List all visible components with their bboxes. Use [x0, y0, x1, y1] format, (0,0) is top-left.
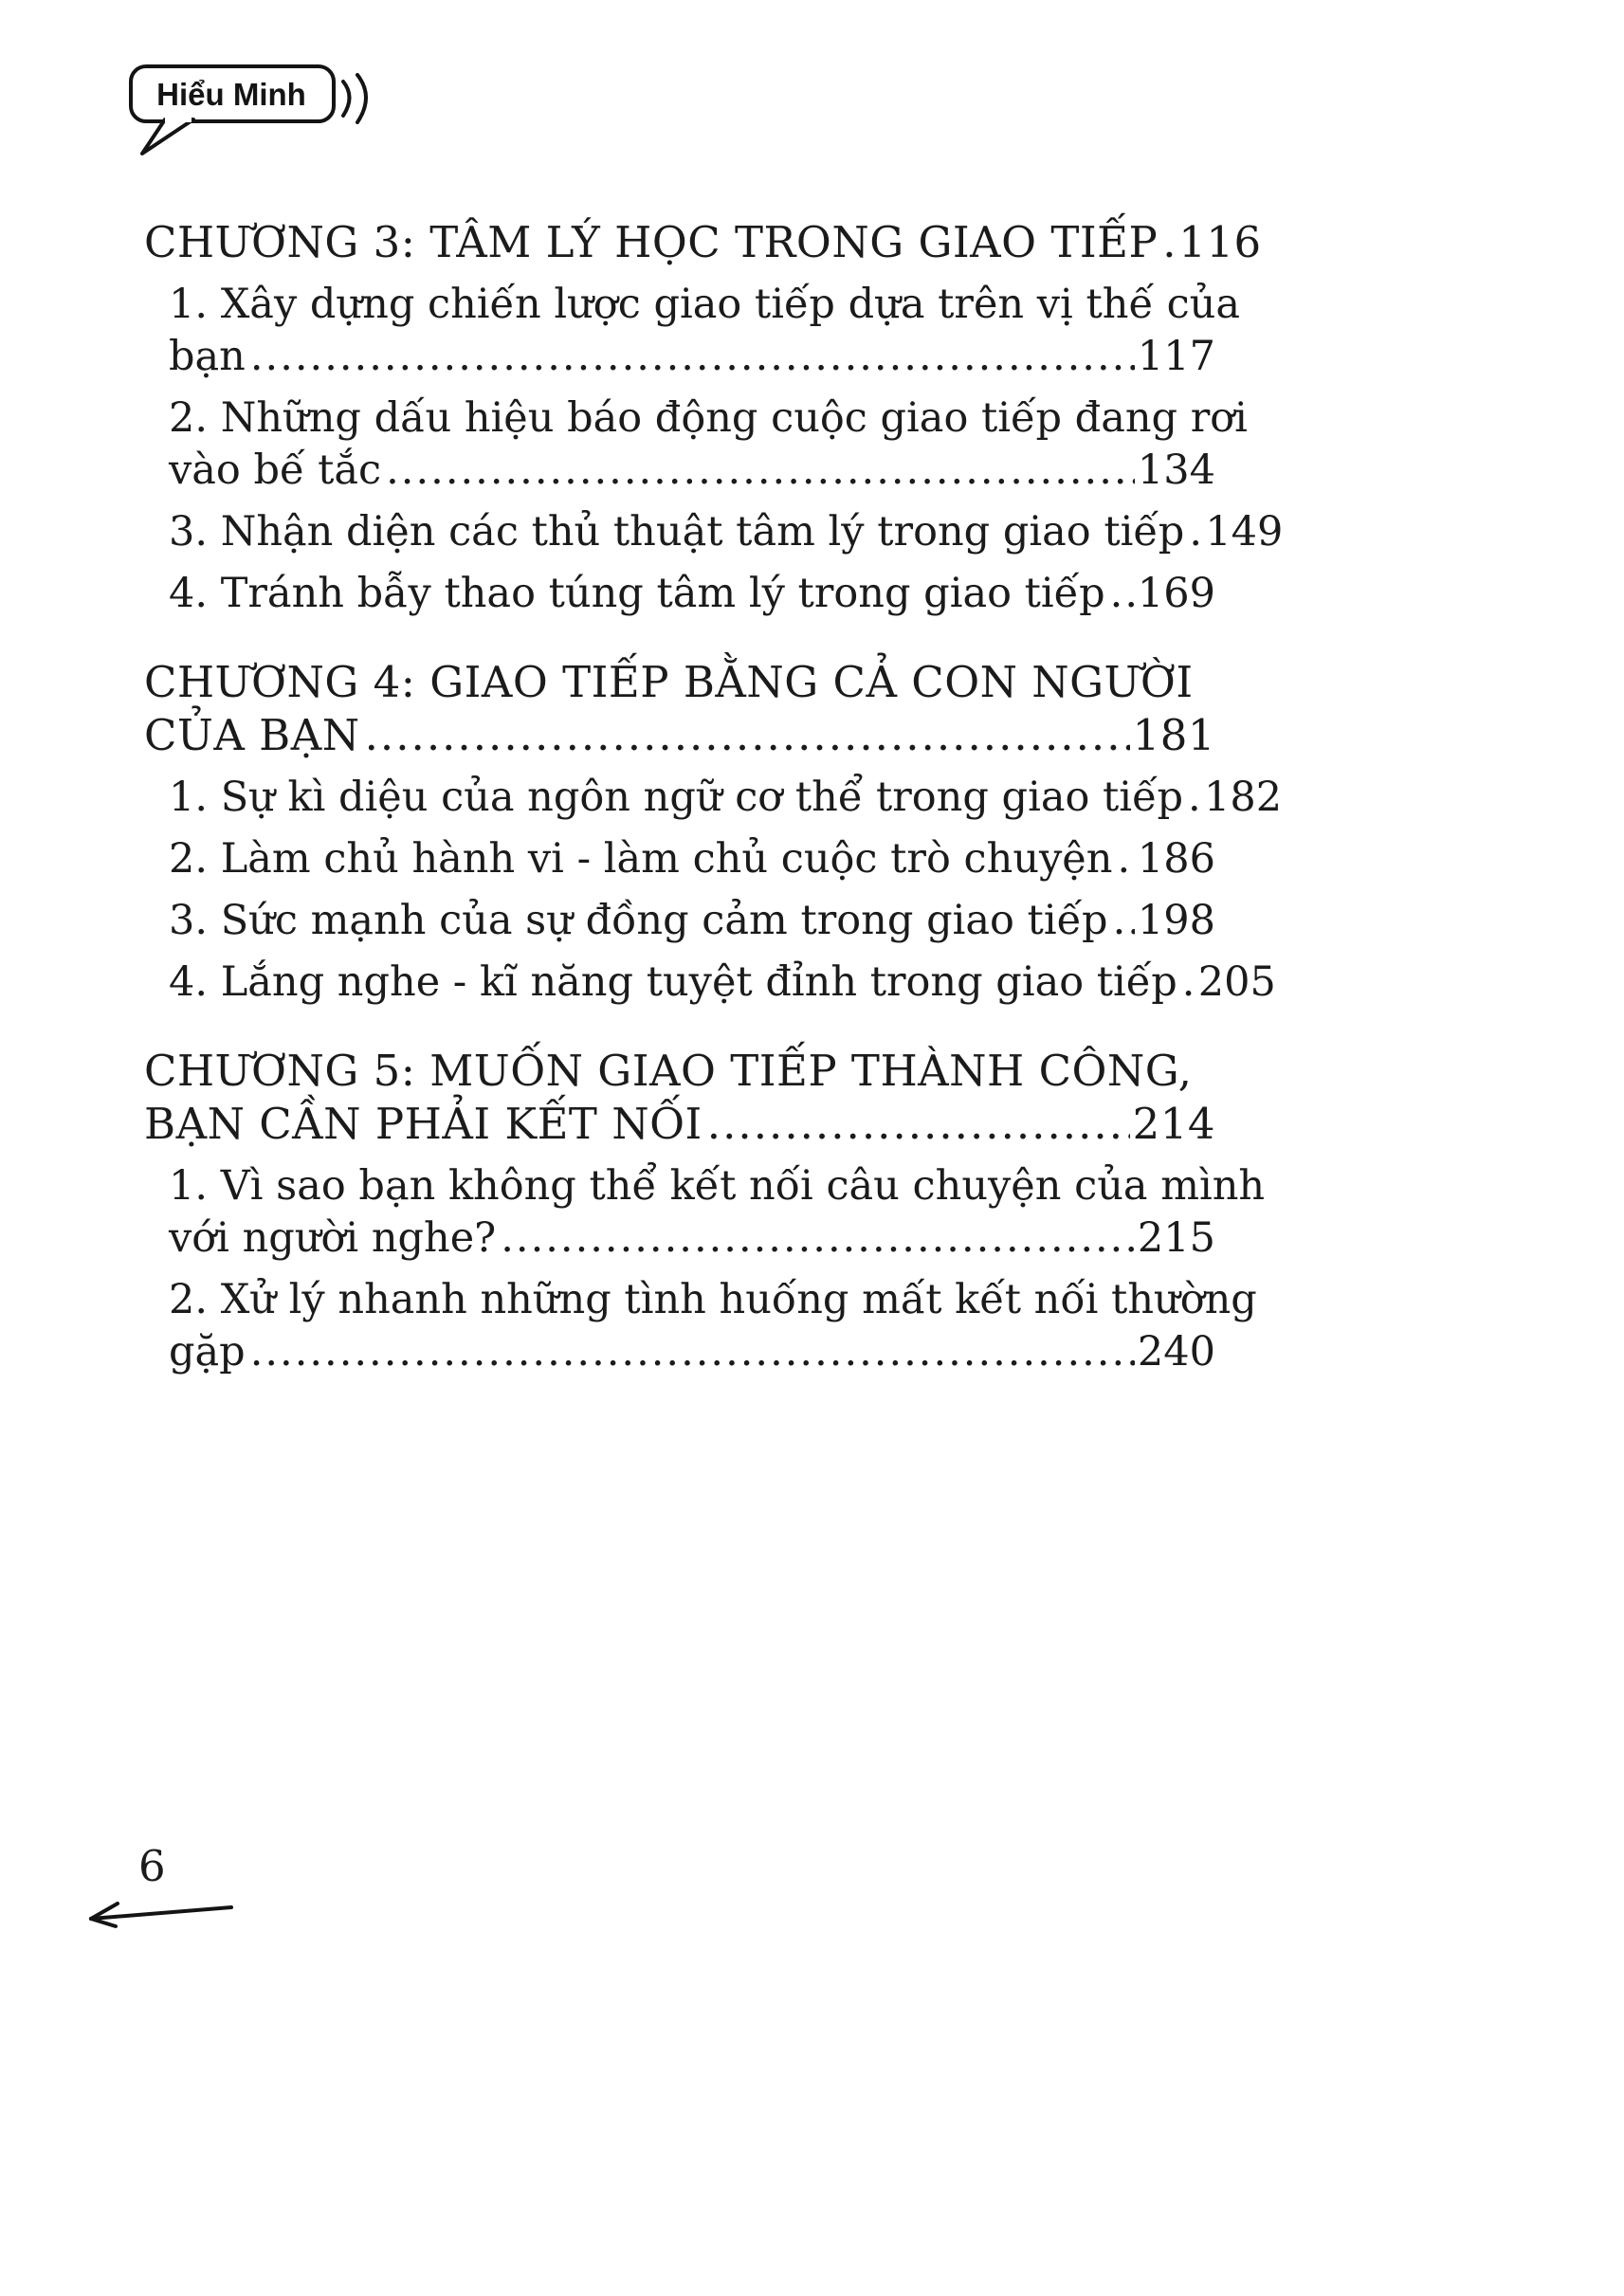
dot-leader: [1113, 895, 1135, 947]
toc-entry: [144, 568, 1215, 620]
toc: [144, 216, 1284, 1378]
toc-entry-line: [169, 506, 1284, 558]
toc-entry: [144, 833, 1215, 885]
left-arrow-icon: [78, 1894, 239, 1938]
toc-line-text: CHƯƠNG 5: MUỐN GIAO TIẾP THÀNH CÔNG,: [144, 1046, 1193, 1096]
toc-page-number: 214: [1132, 1099, 1215, 1149]
toc-page-number: 205: [1197, 958, 1276, 1006]
toc-line-text: 3. Sức mạnh của sự đồng cảm trong giao tiếp: [169, 897, 1108, 944]
dot-leader: [250, 331, 1135, 383]
toc-line-text: bạn: [169, 333, 246, 380]
toc-line-text: 1. Xây dựng chiến lược giao tiếp dựa trên vị thế của: [169, 281, 1240, 328]
toc-entry: [144, 279, 1240, 383]
toc-entry-line: [169, 1160, 1266, 1212]
toc-line-text: 1. Vì sao bạn không thể kết nối câu chuyện của mình: [169, 1162, 1266, 1210]
toc-entry-line: [169, 833, 1215, 885]
toc-chapter-heading-line: [144, 216, 1262, 269]
toc-chapter-heading-line: [144, 1098, 1215, 1151]
toc-entry: [144, 392, 1248, 497]
toc-line-text: gặp: [169, 1328, 246, 1376]
dot-leader: [1110, 568, 1135, 620]
toc-line-text: 3. Nhận diện các thủ thuật tâm lý trong giao tiếp: [169, 508, 1185, 556]
toc-line-text: 4. Lắng nghe - kĩ năng tuyệt đỉnh trong giao tiếp: [169, 958, 1177, 1006]
toc-line-text: CHƯƠNG 3: TÂM LÝ HỌC TRONG GIAO TIẾP: [144, 217, 1159, 267]
toc-line-text: 2. Những dấu hiệu báo động cuộc giao tiếp đang rơi: [169, 394, 1248, 442]
toc-entry-line: [169, 392, 1248, 445]
toc-section: [144, 656, 1283, 1009]
toc-line-text: với người nghe?: [169, 1214, 497, 1262]
toc-line-text: CỦA BẠN: [144, 710, 360, 760]
toc-line-text: BẠN CẦN PHẢI KẾT NỐI: [144, 1099, 703, 1149]
toc-entry: [144, 895, 1215, 947]
dot-leader: [1189, 506, 1202, 558]
toc-chapter-heading-line: [144, 656, 1215, 709]
dot-leader: [386, 445, 1135, 497]
dot-leader: [365, 709, 1130, 762]
publisher-logo: [123, 59, 398, 171]
toc-entry-line: [169, 772, 1283, 824]
logo-text: Hiểu Minh: [156, 77, 306, 112]
toc-line-text: 2. Làm chủ hành vi - làm chủ cuộc trò chuyện: [169, 835, 1113, 883]
toc-line-text: 1. Sự kì diệu của ngôn ngữ cơ thể trong giao tiếp: [169, 774, 1184, 821]
toc-entry-line: [169, 445, 1215, 497]
toc-entry: [144, 957, 1276, 1009]
toc-chapter-heading-line: [144, 1045, 1215, 1098]
toc-page-number: 169: [1137, 570, 1215, 617]
toc-entry-line: [169, 568, 1215, 620]
toc-line-text: 2. Xử lý nhanh những tình huống mất kết nối thường: [169, 1276, 1257, 1323]
toc-page-number: 186: [1137, 835, 1215, 883]
toc-page-number: 117: [1137, 333, 1215, 380]
dot-leader: [1162, 216, 1176, 269]
dot-leader: [501, 1212, 1135, 1265]
toc-page-number: 149: [1205, 508, 1284, 556]
toc-page-number: 116: [1178, 217, 1262, 267]
toc-entry-line: [169, 1212, 1215, 1265]
dot-leader: [250, 1326, 1135, 1378]
toc-page-number: 134: [1137, 446, 1215, 494]
toc-chapter-heading-line: [144, 709, 1215, 762]
toc-section: [144, 1045, 1266, 1378]
toc-page-number: 215: [1137, 1214, 1215, 1262]
toc-line-text: CHƯƠNG 4: GIAO TIẾP BẰNG CẢ CON NGƯỜI: [144, 657, 1194, 707]
toc-entry: [144, 1160, 1266, 1265]
toc-entry: [144, 506, 1284, 558]
footer-page-number: 6: [138, 1841, 166, 1891]
dot-leader: [1182, 957, 1195, 1009]
toc-entry-line: [169, 1326, 1215, 1378]
dot-leader: [707, 1098, 1130, 1151]
dot-leader: [1117, 833, 1134, 885]
toc-page-number: 181: [1132, 710, 1215, 760]
toc-entry-line: [169, 279, 1240, 331]
toc-entry: [144, 772, 1283, 824]
toc-entry-line: [169, 957, 1276, 1009]
toc-entry-line: [169, 895, 1215, 947]
toc-page-number: 240: [1137, 1328, 1215, 1376]
toc-page-number: 182: [1204, 774, 1283, 821]
toc-line-text: vào bế tắc: [169, 446, 382, 494]
speech-bubble-icon: [123, 59, 398, 171]
dot-leader: [1188, 772, 1201, 824]
toc-entry-line: [169, 1274, 1257, 1326]
toc-section: [144, 216, 1284, 620]
toc-page-number: 198: [1137, 897, 1215, 944]
toc-entry-line: [169, 331, 1215, 383]
toc-entry: [144, 1274, 1257, 1378]
toc-line-text: 4. Tránh bẫy thao túng tâm lý trong giao tiếp: [169, 570, 1105, 617]
